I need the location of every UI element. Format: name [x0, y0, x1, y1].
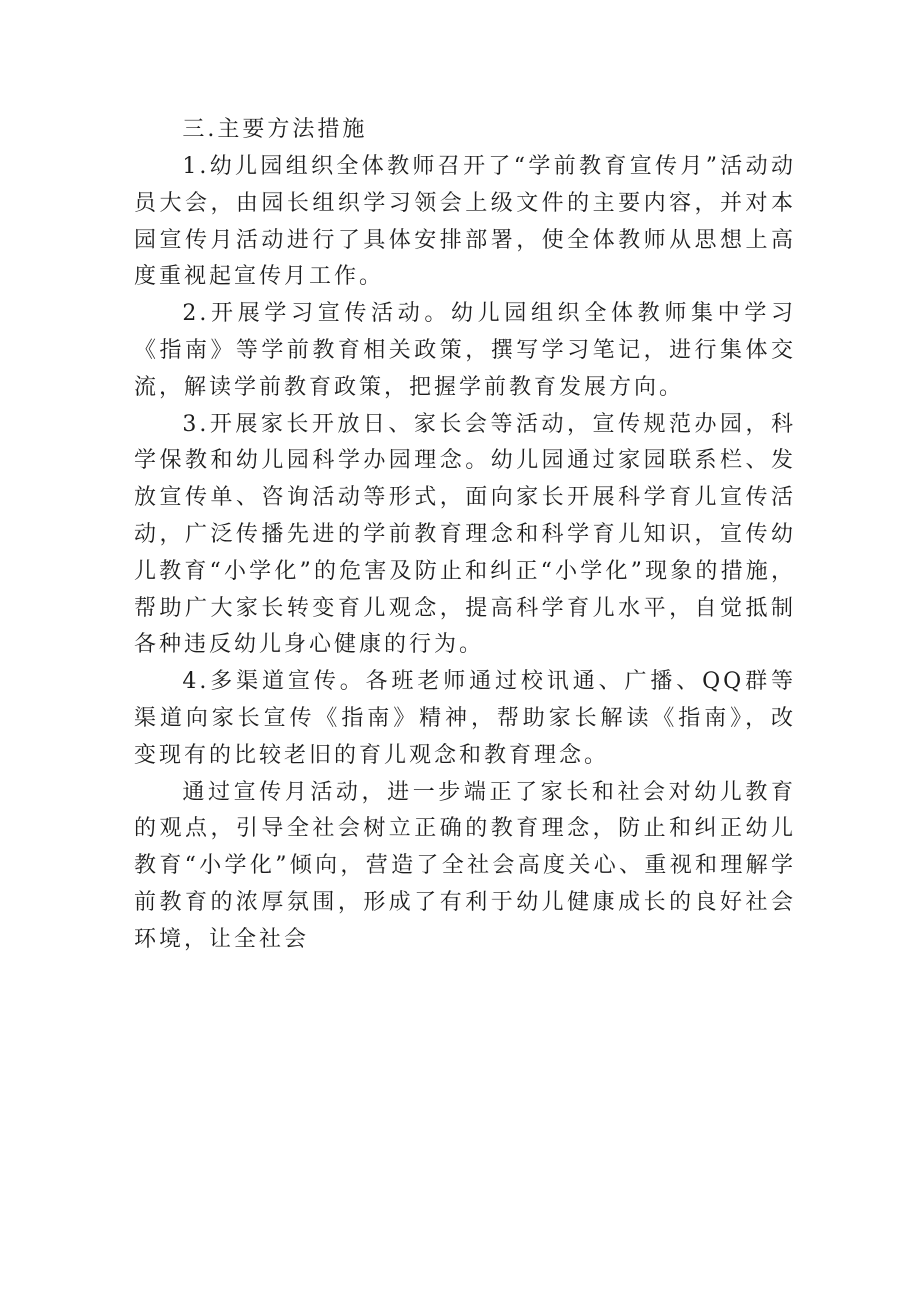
paragraph-2: 2.开展学习宣传活动。幼儿园组织全体教师集中学习《指南》等学前教育相关政策，撰写学习笔记，进行集体交流，解读学前教育政策，把握学前教育发展方向。	[134, 301, 796, 400]
paragraph-5: 通过宣传月活动，进一步端正了家长和社会对幼儿教育的观点，引导全社会树立正确的教育理念，防止和纠正幼儿教育“小学化”倾向，营造了全社会高度关心、重视和理解学前教育的浓厚氛围，形成了有利于幼儿健康成长的良好社会环境，让全社会	[134, 779, 796, 952]
section-heading: 三.主要方法措施	[182, 117, 368, 142]
paragraph-4: 4.多渠道宣传。各班老师通过校讯通、广播、QQ群等渠道向家长宣传《指南》精神，帮助家长解读《指南》，改变现有的比较老旧的育儿观念和教育理念。	[134, 669, 796, 768]
paragraph-1: 1.幼儿园组织全体教师召开了“学前教育宣传月”活动动员大会，由园长组织学习领会上级文件的主要内容，并对本园宣传月活动进行了具体安排部署，使全体教师从思想上高度重视起宣传月工作。	[134, 153, 796, 290]
paragraph-3: 3.开展家长开放日、家长会等活动，宣传规范办园，科学保教和幼儿园科学办园理念。幼儿园通过家园联系栏、发放宣传单、咨询活动等形式，面向家长开展科学育儿宣传活动，广泛传播先进的学前教育理念和科学育儿知识，宣传幼儿教育“小学化”的危害及防止和纠正“小学化”现象的措施，帮助广大家长转变育儿观念，提高科学育儿水平，自觉抵制各种违反幼儿身心健康的行为。	[134, 411, 796, 658]
document-body	[134, 112, 796, 959]
